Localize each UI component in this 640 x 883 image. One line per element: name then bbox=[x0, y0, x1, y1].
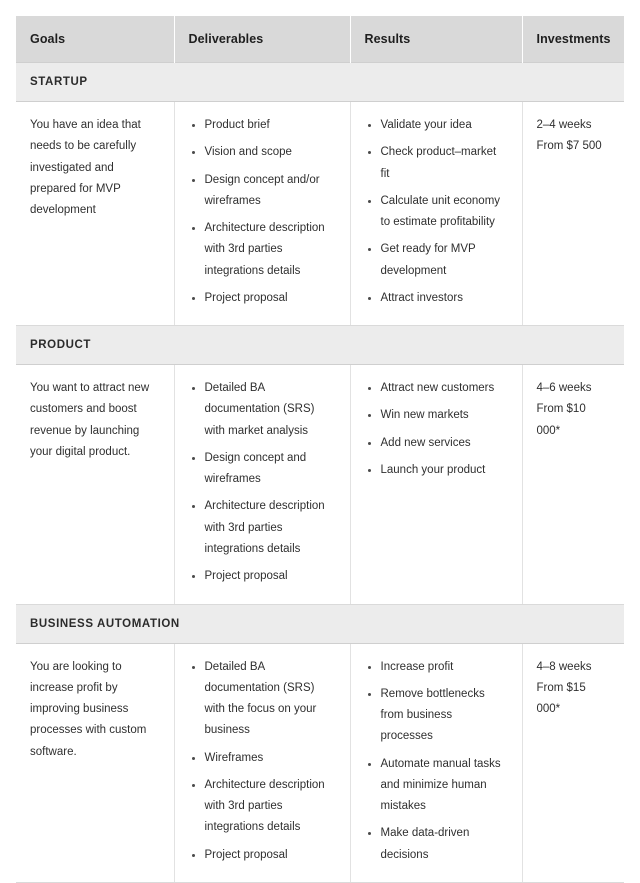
cell-deliverables bbox=[174, 102, 350, 326]
column-header-goals: Goals bbox=[16, 16, 174, 63]
section-row-business-automation bbox=[16, 604, 624, 643]
section-row-product bbox=[16, 326, 624, 365]
list-item: Project proposal bbox=[203, 566, 336, 587]
cell-results bbox=[350, 643, 522, 882]
list-item: Check product–market fit bbox=[379, 142, 508, 185]
list-item: Design concept and wireframes bbox=[203, 448, 336, 491]
goals-text: You want to attract new customers and boost revenue by launching your digital product. bbox=[30, 382, 150, 458]
section-title-startup: STARTUP bbox=[16, 63, 624, 102]
pricing-table bbox=[16, 16, 624, 883]
list-item: Increase profit bbox=[379, 657, 508, 678]
table-row bbox=[16, 643, 624, 882]
list-item: Attract investors bbox=[379, 288, 508, 309]
cell-deliverables bbox=[174, 643, 350, 882]
investment-duration: 2–4 weeks bbox=[536, 119, 592, 131]
section-row-startup bbox=[16, 63, 624, 102]
column-header-deliverables: Deliverables bbox=[174, 16, 350, 63]
goals-text: You are looking to increase profit by improving business processes with custom software. bbox=[30, 660, 147, 758]
table-body bbox=[16, 63, 624, 883]
cell-investments bbox=[522, 102, 624, 326]
list-item: Product brief bbox=[203, 115, 336, 136]
goals-text: You have an idea that needs to be carefully investigated and prepared for MVP development bbox=[30, 119, 141, 217]
column-header-results: Results bbox=[350, 16, 522, 63]
list-item: Architecture description with 3rd parties integrations details bbox=[203, 496, 336, 560]
section-title-business-automation: BUSINESS AUTOMATION bbox=[16, 604, 624, 643]
list-item: Launch your product bbox=[379, 460, 508, 481]
results-list bbox=[365, 378, 508, 481]
list-item: Validate your idea bbox=[379, 115, 508, 136]
table-row bbox=[16, 102, 624, 326]
list-item: Project proposal bbox=[203, 288, 336, 309]
list-item: Calculate unit economy to estimate profitability bbox=[379, 191, 508, 234]
list-item: Automate manual tasks and minimize human mistakes bbox=[379, 754, 508, 818]
list-item: Project proposal bbox=[203, 845, 336, 866]
list-item: Add new services bbox=[379, 433, 508, 454]
section-title-product: PRODUCT bbox=[16, 326, 624, 365]
cell-investments bbox=[522, 643, 624, 882]
results-list bbox=[365, 115, 508, 309]
table-header-row bbox=[16, 16, 624, 63]
list-item: Detailed BA documentation (SRS) with the focus on your business bbox=[203, 657, 336, 742]
deliverables-list bbox=[189, 115, 336, 309]
cell-goals bbox=[16, 365, 174, 604]
list-item: Architecture description with 3rd parties integrations details bbox=[203, 218, 336, 282]
investment-price: From $10 000* bbox=[536, 403, 586, 437]
list-item: Remove bottlenecks from business processes bbox=[379, 684, 508, 748]
list-item: Wireframes bbox=[203, 748, 336, 769]
investment-duration: 4–6 weeks bbox=[536, 382, 592, 395]
list-item: Detailed BA documentation (SRS) with market analysis bbox=[203, 378, 336, 442]
list-item: Win new markets bbox=[379, 405, 508, 426]
results-list bbox=[365, 657, 508, 866]
cell-deliverables bbox=[174, 365, 350, 604]
column-header-investments: Investments bbox=[522, 16, 624, 63]
list-item: Vision and scope bbox=[203, 142, 336, 163]
cell-results bbox=[350, 102, 522, 326]
cell-results bbox=[350, 365, 522, 604]
table-header bbox=[16, 16, 624, 63]
cell-investments bbox=[522, 365, 624, 604]
cell-goals bbox=[16, 643, 174, 882]
table-row bbox=[16, 365, 624, 604]
list-item: Design concept and/or wireframes bbox=[203, 170, 336, 213]
list-item: Attract new customers bbox=[379, 378, 508, 399]
investment-duration: 4–8 weeks bbox=[536, 660, 592, 673]
investment-price: From $15 000* bbox=[536, 681, 586, 716]
list-item: Get ready for MVP development bbox=[379, 239, 508, 282]
list-item: Make data-driven decisions bbox=[379, 823, 508, 866]
list-item: Architecture description with 3rd parties integrations details bbox=[203, 775, 336, 839]
deliverables-list bbox=[189, 378, 336, 587]
deliverables-list bbox=[189, 657, 336, 866]
investment-price: From $7 500 bbox=[536, 140, 602, 153]
cell-goals bbox=[16, 102, 174, 326]
